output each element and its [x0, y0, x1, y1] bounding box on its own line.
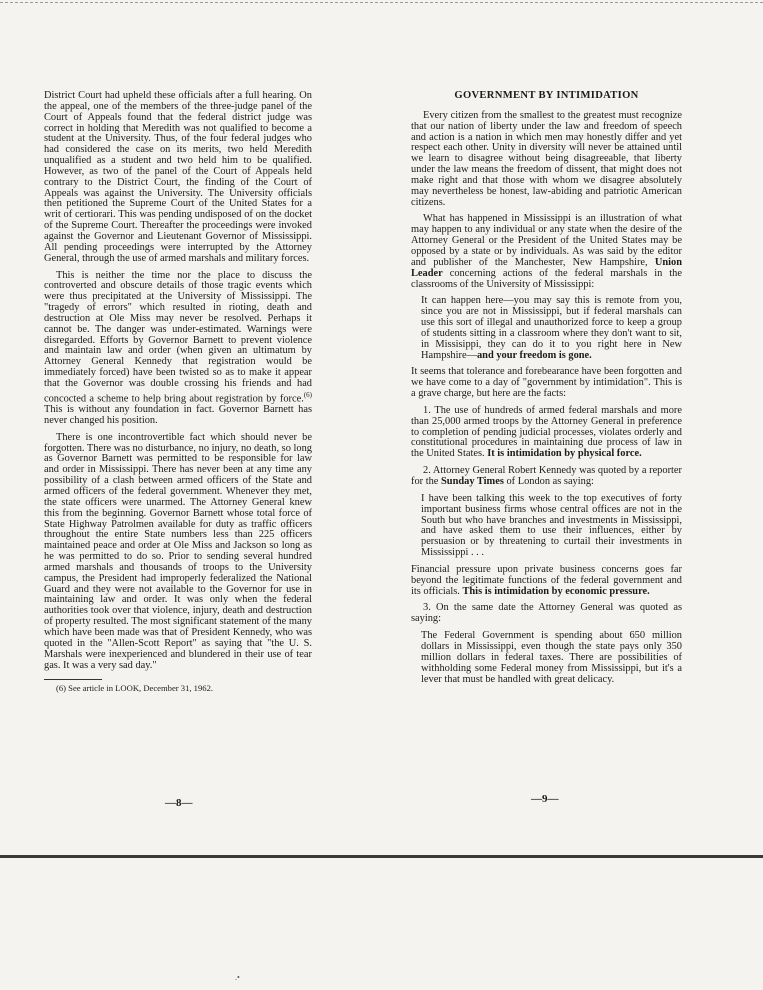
fact-1 — [411, 406, 682, 460]
fact-1-emphasis: It is intimidation by physical force. — [487, 448, 642, 460]
quote-kennedy-1: I have been talking this week to the top executives of forty important business firms whose central offices are not in the South but who have branches and investments in Mississippi, and have asked them to use their influences, either by persuasion or by threatening to curtail their investments in Mississippi . . . — [421, 492, 682, 559]
quote-1-text: It can happen here—you may say this is remote from you, since you are not in Mississippi, but if federal marshals can use this sort of illegal and unauthorized force to keep a group of students sitting in a classroom where they don't want to sit, in Missisippi, they can do it to you right here in New Hampshire— — [421, 295, 682, 361]
quote-kennedy-2: The Federal Government is spending about 650 million dollars in Mississippi, even though the state pays only 350 million dollars in federal taxes. There are possibilities of withholding some Federal money from Mississippi, but it's a lever that must be handled with great delicacy. — [421, 630, 682, 685]
right-page-column — [411, 91, 682, 691]
left-paragraph-2 — [44, 271, 312, 427]
right-paragraph-3: It seems that tolerance and forebearance have been forgotten and we have come to a day of "government by intimidation". This is a grave charge, but here are the facts: — [411, 366, 682, 400]
fact-3: 3. On the same date the Attorney General was quoted as saying: — [411, 602, 682, 625]
newspaper-name-2: Sunday Times — [441, 476, 504, 487]
left-page-column — [44, 91, 312, 699]
fact-2 — [411, 466, 682, 488]
left-paragraph-3: There is one incontrovertible fact which should never be forgotten. There was no disturbance, no injury, no death, so long as Governor Barnett was permitted to be responsible for law and order in Mississippi. There has never been at any time any possibility of a clash between armed officers of the State and armed officers of the federal government. Whenever they met, the state officers were unarmed. The Attorney General knew this from the beginning. Governor Barnett whose total force of State Highway Patrolmen available for duty as traffic officers throughout the entire State numbers less than 225 officers maintained peace and order at Ole Miss and Jackson so long as he was permitted to do so. Prior to sending several hundred armed marshals and thousands of troops to the University campus, the President had improperly federalized the National Guard and they were not available to the Governor for use in maintaining law and order. It was only when the federal authorities took over that violence, injury, death and destruction of property resulted. The most significant statement of the many which have been made was that of President Kennedy, who was quoted in the "Allen-Scott Report" as saying that "the U. S. Marshals were inexperienced and blundered in their use of tear gas. It was a very sad day." — [44, 431, 312, 671]
quote-union-leader — [411, 296, 682, 361]
financial-emphasis: This is intimidation by economic pressure. — [462, 585, 650, 597]
scan-speck: .• — [235, 973, 240, 982]
footnote-ref: (6) — [303, 390, 312, 399]
right-paragraph-2-text: What has happened in Mississippi is an illustration of what may happen to any individual or any state when the desire of the Attorney General or the President of the United States may be opposed by a state or by individuals. As was said by the editor and publisher of the Manchester, New Hampshire, — [411, 213, 682, 268]
financial-text: Financial pressure upon private business concerns goes far beyond the legitimate functions of the federal government and its officials. — [411, 563, 682, 597]
right-paragraph-2 — [411, 214, 682, 290]
left-paragraph-2-text: This is neither the time nor the place to discuss the controverted and obscure details of those tragic events which were thus precipitated at the University of Mississippi. The "tragedy of errors" which resulted in rioting, death and destruction at Ole Miss may never be resolved. Perhaps it cannot be. The danger was under-estimated. Warnings were disregarded. Efforts by Governor Barnett to prevent violence and maintain law and order (when given an ultimatum by Attorney General Kennedy that registration would be immediately forced) have been twisted so as to make it appear that the Governor was double crossing his friends and had concocted a scheme to help bring about registration by force. — [44, 269, 312, 405]
bottom-edge-rule — [0, 855, 763, 858]
right-paragraph-2-tail: concerning actions of the federal marshals in the classrooms of the University of Mississippi: — [411, 267, 682, 290]
quote-1-emphasis: and your freedom is gone. — [476, 349, 592, 361]
left-paragraph-2-tail: This is without any foundation in fact. Governor Barnett has never changed his position. — [44, 404, 312, 426]
newspaper-name: Union Leader — [411, 256, 682, 279]
fact-2-text: 2. Attorney General Robert Kennedy was quoted by a reporter for the — [411, 465, 682, 487]
page-number-left: —8— — [165, 797, 193, 809]
fact-2-tail: of London as saying: — [503, 476, 594, 487]
top-edge-rule — [0, 2, 763, 3]
page-number-right: —9— — [531, 793, 559, 805]
footnote-divider — [44, 679, 102, 680]
section-heading: GOVERNMENT BY INTIMIDATION — [454, 90, 639, 101]
right-paragraph-1: Every citizen from the smallest to the greatest must recognize that our nation of liberty under the law and freedom of speech and action is a nation in which men may honestly differ and yet respect each other. Unity in diversity will never be attained until we learn to disagree without being disagreeable, that liberty under the law means the freedom of dissent, that might does not make right and that those with whom we disagree absolutely may nevertheless be honest, law-abiding and patriotic American citizens. — [411, 109, 682, 208]
right-paragraph-financial — [411, 565, 682, 598]
footnote: (6) See article in LOOK, December 31, 1962. — [56, 683, 214, 694]
left-paragraph-1: District Court had upheld these officials after a full hearing. On the appeal, one of the members of the three-judge panel of the Court of Appeals found that the federal district judge was correct in holding that Meredith was not qualified to become a student at the University. Thus, of the four federal judges who had considered the case on its merits, two held Meredith unqualified as a student and two held him to be qualified. However, as two of the panel of the Court of Appeals held contrary to the District Court, the finding of the Court of Appeals was against the University. The University officials then petitioned the Supreme Court of the United States for a writ of certiorari. This was pending undisposed of on the docket of the Supreme Court. Thereafter the proceedings were invoked against the Governor and Lieutenant Governor of Mississippi. All pending proceedings were interrupted by the Attorney General, through the use of armed marshals and military forces. — [44, 90, 312, 264]
fact-1-text: 1. The use of hundreds of armed federal marshals and more than 25,000 armed troops by the Attorney General in preference to completion of pending judicial processes, violates orderly and constitutional procedures in maintaining due process of law in the United States. — [411, 404, 682, 460]
